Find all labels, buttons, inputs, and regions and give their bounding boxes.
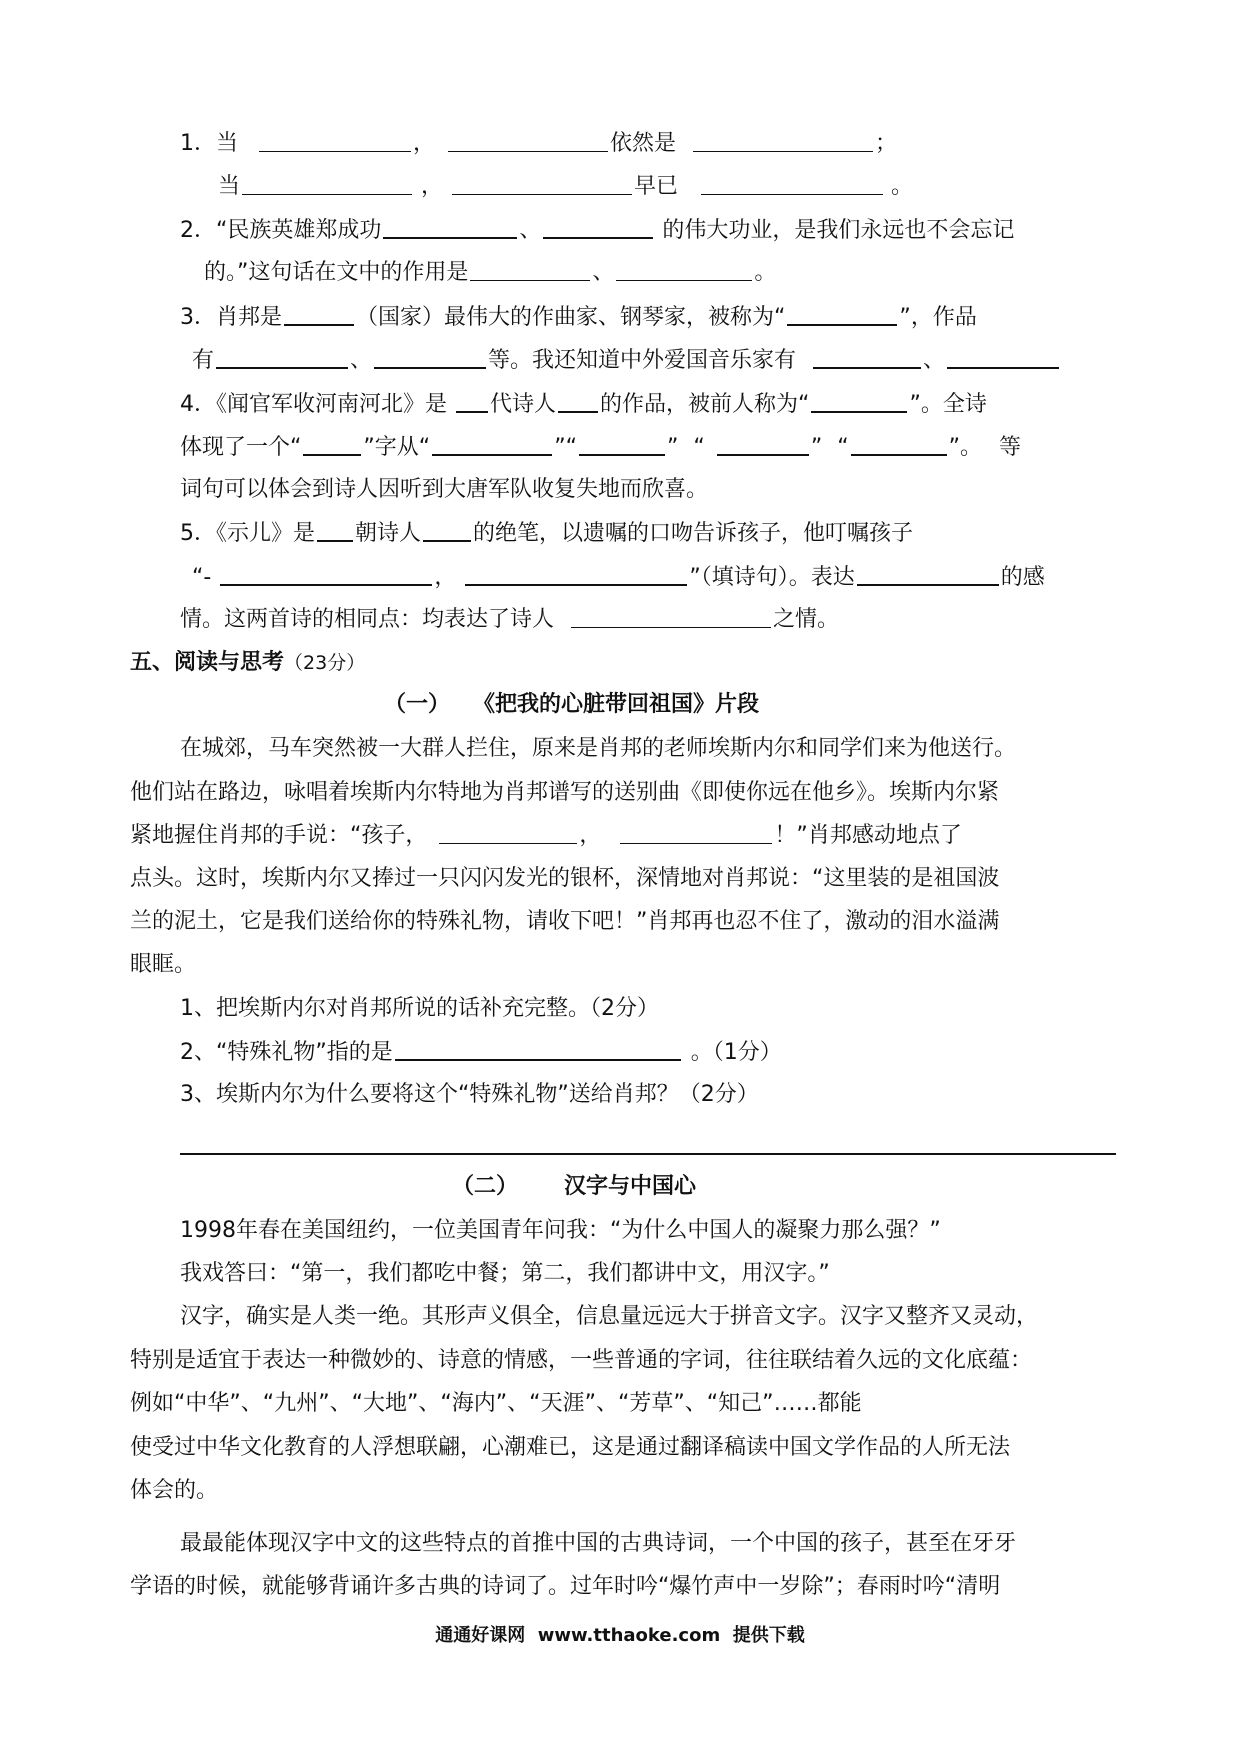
q1-blank-5[interactable] [452, 172, 632, 195]
q4-line3: 词句可以体会到诗人因听到大唐军队收复失地而欣喜。 [180, 477, 709, 502]
q3-blank-6[interactable] [947, 345, 1059, 369]
footer-source: 通通好课网 www.tthaoke.com 提供下载 [435, 1625, 805, 1646]
q1-blank-2[interactable] [448, 129, 608, 152]
q4-blank-6[interactable] [579, 432, 665, 456]
q1-line2: 当 ， 早已 。 [218, 174, 914, 199]
passage1-line: 兰的泥土，它是我们送给你的特殊礼物，请收下吧！”肖邦再也忍不住了，激动的泪水溢满 [130, 909, 1000, 934]
q1-blank-4[interactable] [242, 172, 412, 195]
q5-blank-5[interactable] [857, 562, 999, 586]
q5-blank-4[interactable] [465, 562, 687, 586]
q3-blank-4[interactable] [374, 345, 486, 369]
q3-blank-3[interactable] [216, 345, 348, 369]
passage2-line: 使受过中华文化教育的人浮想联翩，心潮难已，这是通过翻译稿读中国文学作品的人所无法 [130, 1435, 1011, 1460]
passage1-question-2: 2、“特殊礼物”指的是 。（1分） [180, 1037, 782, 1068]
q5-line3: 情。这两首诗的相同点：均表达了诗人 之情。 [180, 607, 840, 632]
q3-line1: 3．肖邦是 （国家）最伟大的作曲家、钢琴家，被称为“ ”，作品 [180, 302, 977, 333]
q2-line1: 2．“民族英雄郑成功 、 的伟大功业，是我们永远也不会忘记 [180, 215, 1014, 246]
passage2-line: 例如“中华”、“九州”、“大地”、“海内”、“天涯”、“芳草”、“知己”……都能 [130, 1391, 862, 1416]
passage2-line: 我戏答曰：“第一，我们都吃中餐；第二，我们都讲中文，用汉字。” [180, 1261, 830, 1286]
passage2-line: 1998年春在美国纽约，一位美国青年问我：“为什么中国人的凝聚力那么强？” [180, 1218, 941, 1243]
passage1-question-3: 3、埃斯内尔为什么要将这个“特殊礼物”送给肖邦？（2分） [180, 1082, 759, 1107]
q4-line1: 4．《闻官军收河南河北》是 代诗人 的作品，被前人称为“ ”。全诗 [180, 389, 987, 420]
q3-blank-5[interactable] [813, 345, 921, 369]
q3-line2: 有 、 等。我还知道中外爱国音乐家有 、 [192, 345, 1061, 376]
section5-score: （23分） [284, 652, 366, 674]
q4-line2: 体现了一个“ ”字从“ ”“ ” “ ” “ ”。 等 [180, 432, 1021, 463]
q5-blank-2[interactable] [423, 518, 471, 542]
q2-line2: 的。”这句话在文中的作用是 、 。 [204, 260, 777, 285]
q2-blank-4[interactable] [616, 258, 752, 281]
q4-blank-4[interactable] [303, 432, 361, 456]
q1-blank-6[interactable] [701, 172, 883, 195]
q2-blank-3[interactable] [470, 258, 590, 281]
passage2-line: 体会的。 [130, 1478, 219, 1503]
passage1-q2-blank[interactable] [395, 1037, 681, 1061]
q4-blank-7[interactable] [717, 432, 809, 456]
q4-blank-8[interactable] [851, 432, 947, 456]
q5-blank-3[interactable] [220, 562, 432, 586]
q2-blank-1[interactable] [383, 215, 517, 239]
q1-line1: 1．当 ， 依然是 ； [180, 131, 898, 156]
passage1-blank-2[interactable] [620, 821, 772, 844]
passage1-line: 他们站在路边，咏唱着埃斯内尔特地为肖邦谱写的送别曲《即使你远在他乡》。埃斯内尔紧 [130, 780, 1000, 805]
passage2-line: 最最能体现汉字中文的这些特点的首推中国的古典诗词，一个中国的孩子，甚至在牙牙 [180, 1531, 1017, 1556]
q5-blank-1[interactable] [317, 518, 353, 542]
q4-blank-2[interactable] [558, 389, 598, 413]
q4-blank-5[interactable] [432, 432, 552, 456]
q5-blank-6[interactable] [571, 605, 771, 628]
q2-blank-2[interactable] [543, 215, 653, 239]
q3-blank-2[interactable] [787, 302, 897, 326]
q4-blank-1[interactable] [456, 389, 488, 413]
answer-line[interactable] [180, 1153, 1116, 1155]
passage1-line: 眼眶。 [130, 952, 197, 977]
passage2-heading: （二） 汉字与中国心 [452, 1174, 696, 1199]
q5-line1: 5．《示儿》是 朝诗人 的绝笔，以遗嘱的口吻告诉孩子，他叮嘱孩子 [180, 518, 913, 549]
q1-number: 1． [180, 131, 216, 156]
q1-blank-1[interactable] [259, 129, 411, 152]
q3-blank-1[interactable] [284, 302, 354, 326]
section5-title: 五、阅读与思考（23分） [130, 650, 366, 675]
q4-blank-3[interactable] [811, 389, 907, 413]
passage2-line: 特别是适宜于表达一种微妙的、诗意的情感，一些普通的字词，往往联结着久远的文化底蕴： [130, 1348, 1033, 1373]
passage1-blank-1[interactable] [439, 821, 577, 844]
passage1-line: 在城郊，马车突然被一大群人拦住，原来是肖邦的老师埃斯内尔和同学们来为他送行。 [180, 736, 1017, 761]
passage1-question-1: 1、把埃斯内尔对肖邦所说的话补充完整。（2分） [180, 996, 659, 1021]
passage2-line: 学语的时候，就能够背诵许多古典的诗词了。过年时吟“爆竹声中一岁除”；春雨时吟“清明 [130, 1574, 1001, 1599]
q1-blank-3[interactable] [693, 129, 873, 152]
passage1-line: 紧地握住肖邦的手说：“孩子， ， ！”肖邦感动地点了 [130, 823, 962, 848]
passage1-line: 点头。这时，埃斯内尔又捧过一只闪闪发光的银杯，深情地对肖邦说：“这里装的是祖国波 [130, 866, 1000, 891]
q5-line2: “- ， ”（填诗句）。表达 的感 [192, 562, 1045, 593]
passage1-heading: （一） 《把我的心脏带回祖国》片段 [384, 692, 759, 717]
passage2-line: 汉字，确实是人类一绝。其形声义俱全，信息量远远大于拼音文字。汉字又整齐又灵动， [180, 1304, 1039, 1329]
